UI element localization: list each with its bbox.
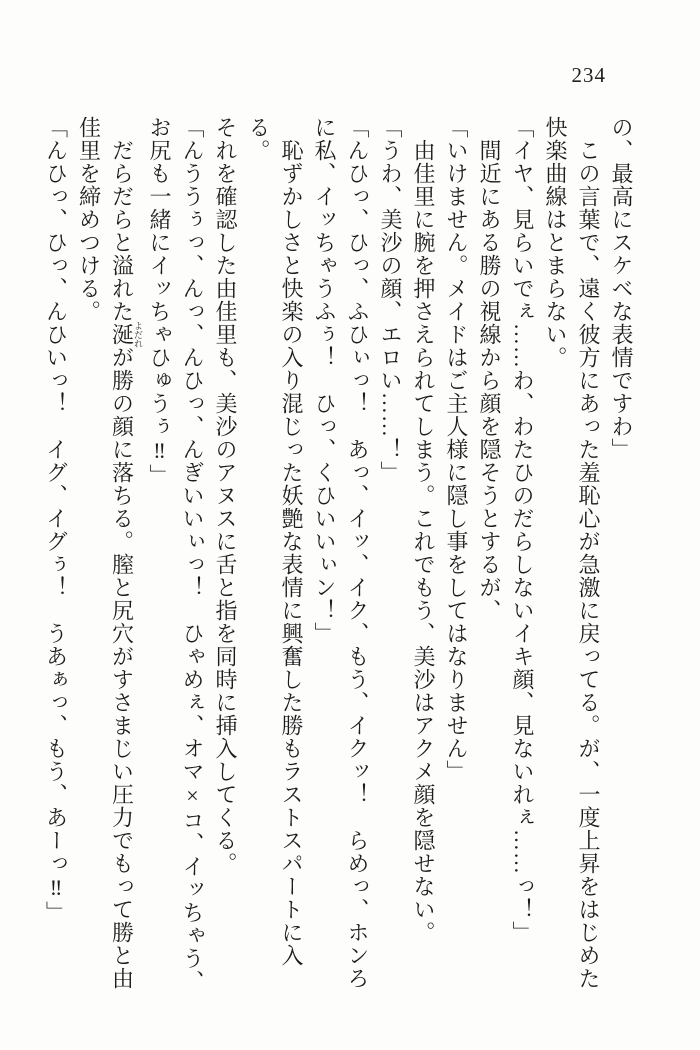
text-line-2: この言葉で、遠く彼方にあった羞恥心が急激に戻ってる。が、一度上昇をはじめた (576, 116, 601, 990)
text-line-16: 佳里を締めつける。 (76, 116, 102, 323)
line-15-post: が勝の顔に落ちる。膣と尻穴がすさまじい圧力でもって勝と由 (109, 346, 135, 990)
text-line-1: の、最高にスケベな表情ですわ」 (609, 116, 634, 461)
text-area (40, 116, 639, 1002)
text-line-7: 由佳里に腕を押さえられてしまう。これでもう、美沙はアクメ顔を隠せない。 (411, 116, 436, 944)
text-line-10: に私、イッちゃうふぅ！ ひっ、くひいいぃン！」 (312, 116, 337, 645)
text-line-5: 間近にある勝の視線から顔を隠そうとするが、 (477, 116, 502, 622)
ruby-base-char: 涎 (109, 321, 135, 348)
page-number: 234 (571, 63, 606, 87)
text-line-15 (106, 116, 144, 1002)
text-line-9: 「んひっ、ひっ、ふひぃっ！ あっ、イッ、イク、もう、イクッ！ らめっ、ホンろ (345, 116, 370, 990)
text-line-4: 「イヤ、見らいでぇ……わ、わたひのだらしないイキ顔、見ないれぇ……っ！」 (510, 116, 535, 944)
line-15-pre: だらだらと溢れた (109, 116, 135, 323)
text-line-3: 快楽曲線はとまらない。 (543, 116, 568, 369)
text-line-12: それを確認した由佳里も、美沙のアヌスに舌と指を同時に挿入してくる。 (213, 116, 238, 875)
text-line-6: 「いけません。メイドはご主人様に隠し事をしてはなりません」 (444, 116, 469, 783)
text-line-8: 「うわ、美沙の顔、エロい……！」 (378, 116, 403, 484)
text-line-13: 「んううぅっ、んっ、んひっ、んぎいいぃっ！ ひゃめぇ、オマ×コ、イッちゃう、 (180, 116, 205, 993)
text-line-11: 恥ずかしさと快楽の入り混じった妖艶な表情に興奮した勝もラストスパートに入る。 (246, 116, 304, 967)
ruby-yodare (109, 321, 143, 348)
text-line-14: お尻も一緒にイッちゃひゅうぅ‼」 (147, 116, 172, 487)
ruby-furigana: よだれ (133, 321, 143, 348)
text-line-17: 「んひっ、ひっ、んひいっ！ イグ、イグぅ！ うあぁっ、もう、あーっ‼」 (43, 116, 69, 924)
